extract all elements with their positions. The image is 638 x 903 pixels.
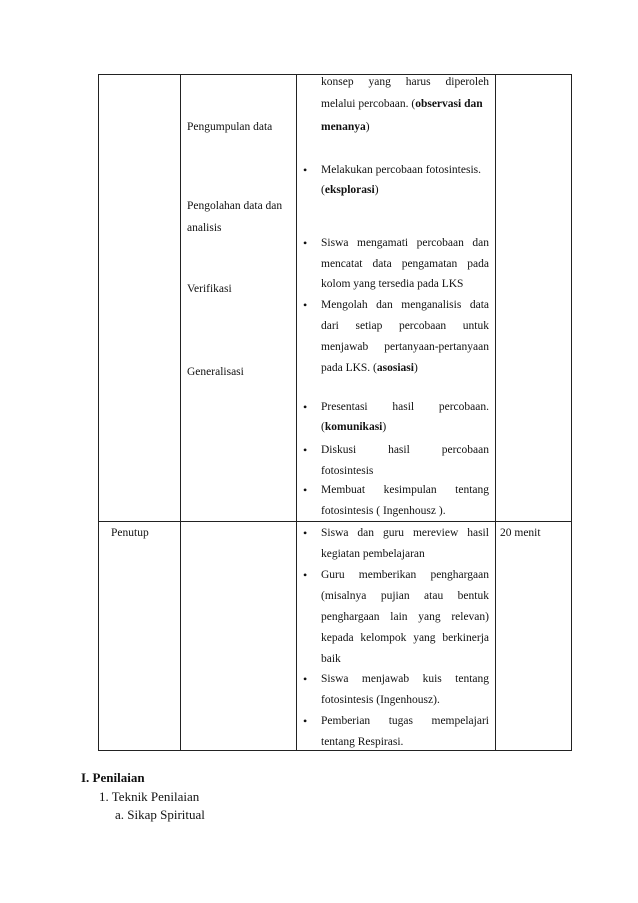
word: percobaan. <box>438 401 489 413</box>
bold-text: eksplorasi <box>324 184 375 196</box>
table-border-left <box>98 74 99 750</box>
word: kesimpulan <box>383 484 437 496</box>
bold-text: komunikasi <box>324 421 383 433</box>
word: Siswa <box>321 237 349 249</box>
word: hasil <box>392 401 415 413</box>
activity-b3-line3 <box>321 340 489 354</box>
word: pengamatan <box>401 258 458 270</box>
bullet-icon: • <box>303 236 308 250</box>
table-border-col3 <box>296 74 297 750</box>
word: Guru <box>321 569 345 581</box>
text: ) <box>365 121 370 133</box>
word: Membuat <box>321 484 366 496</box>
word: kuis <box>422 673 442 685</box>
stage-pengolahan-line1: Pengolahan data dan <box>187 200 283 212</box>
word: dan <box>376 299 393 311</box>
word: pujian <box>380 590 410 602</box>
activity-b1-line2 <box>321 183 379 197</box>
table-border-col4 <box>495 74 496 750</box>
closing-c3-line2: fotosintesis (Ingenhousz). <box>321 694 440 706</box>
bullet-icon: • <box>303 400 308 414</box>
word: harus <box>405 76 431 88</box>
stage-pengolahan-line2: analisis <box>187 222 222 234</box>
stage-pengumpulan: Pengumpulan data <box>187 121 273 133</box>
text: ) <box>413 362 418 374</box>
word: pada <box>467 258 489 270</box>
closing-c4-line2: tentang Respirasi. <box>321 736 404 748</box>
activity-b2-line3: kolom yang tersedia pada LKS <box>321 278 464 290</box>
activity-b2-line2 <box>321 257 489 271</box>
section-item-1a: a. Sikap Spiritual <box>115 807 205 822</box>
activity-b6-line2: fotosintesis ( Ingenhousz ). <box>321 505 446 517</box>
closing-c3-line1 <box>321 672 489 686</box>
word: hasil <box>467 527 489 539</box>
table-border-bottom <box>98 750 572 751</box>
bullet-icon: • <box>303 672 308 686</box>
word: Diskusi <box>321 444 357 456</box>
closing-c2-line3 <box>321 610 489 624</box>
word: diperoleh <box>445 76 489 88</box>
text: pada LKS. ( <box>321 362 377 374</box>
table-row-divider <box>98 521 571 522</box>
closing-time: 20 menit <box>500 527 541 539</box>
text: ) <box>374 184 379 196</box>
stage-generalisasi: Generalisasi <box>187 366 244 378</box>
word: percobaan <box>441 444 489 456</box>
word: Siswa <box>321 673 349 685</box>
bold-text: observasi dan <box>415 98 483 110</box>
word: menjawab <box>321 341 369 353</box>
word: data <box>469 299 489 311</box>
word: memberikan <box>358 569 417 581</box>
word: menganalisis <box>401 299 462 311</box>
bullet-icon: • <box>303 298 308 312</box>
word: Siswa <box>321 527 349 539</box>
word: data <box>372 258 392 270</box>
word: guru <box>382 527 405 539</box>
word: untuk <box>462 320 489 332</box>
word: menjawab <box>361 673 410 685</box>
word: konsep <box>321 76 354 88</box>
activity-b3-line1 <box>321 298 489 312</box>
word: Pemberian <box>321 715 371 727</box>
activity-continued-line2 <box>321 97 483 111</box>
word: bentuk <box>457 590 489 602</box>
activity-b1-line1: Melakukan percobaan fotosintesis. <box>321 164 481 176</box>
bullet-icon: • <box>303 443 308 457</box>
bullet-icon: • <box>303 568 308 582</box>
text: ( <box>321 421 325 433</box>
word: setiap <box>355 320 383 332</box>
word: tugas <box>388 715 413 727</box>
word: yang <box>368 76 391 88</box>
bullet-icon: • <box>303 526 308 540</box>
bold-text: asosiasi <box>376 362 414 374</box>
activity-continued-line1 <box>321 75 489 89</box>
bullet-icon: • <box>303 714 308 728</box>
word: percobaan <box>398 320 447 332</box>
closing-c2-line5: baik <box>321 653 341 665</box>
closing-c2-line4 <box>321 631 489 645</box>
closing-c1-line2: kegiatan pembelajaran <box>321 548 425 560</box>
word: hasil <box>388 444 410 456</box>
text: melalui percobaan. ( <box>321 98 416 110</box>
closing-c2-line1 <box>321 568 489 582</box>
closing-c2-line2 <box>321 589 489 603</box>
word: mengamati <box>357 237 409 249</box>
text: ( <box>321 184 325 196</box>
word: dan <box>472 237 489 249</box>
word: Presentasi <box>321 401 368 413</box>
word: mereview <box>412 527 459 539</box>
bullet-icon: • <box>303 163 308 177</box>
word: relevan) <box>451 611 489 623</box>
section-heading: I. Penilaian <box>81 770 145 785</box>
word: yang <box>418 611 441 623</box>
activity-b4-line1 <box>321 400 489 414</box>
text: ) <box>382 421 387 433</box>
table-border-right <box>571 74 572 750</box>
bullet-icon: • <box>303 483 308 497</box>
activity-b3-line4 <box>321 361 418 375</box>
word: penghargaan <box>321 611 380 623</box>
closing-c1-line1 <box>321 526 489 540</box>
activity-b6-line1 <box>321 483 489 497</box>
closing-c4-line1 <box>321 714 489 728</box>
word: kepada <box>321 632 354 644</box>
closing-label: Penutup <box>111 527 149 539</box>
activity-b3-line2 <box>321 319 489 333</box>
word: dari <box>321 320 339 332</box>
word: dan <box>357 527 375 539</box>
word: Mengolah <box>321 299 368 311</box>
activity-b4-line2 <box>321 420 386 434</box>
word: atau <box>424 590 444 602</box>
word: berkinerja <box>442 632 489 644</box>
section-item-1: 1. Teknik Penilaian <box>99 789 200 804</box>
word: mempelajari <box>431 715 489 727</box>
stage-verifikasi: Verifikasi <box>187 283 232 295</box>
word: pertanyaan-pertanyaan <box>384 341 489 353</box>
word: penghargaan <box>430 569 489 581</box>
word: kelompok <box>360 632 407 644</box>
word: (misalnya <box>321 590 367 602</box>
activity-b2-line1 <box>321 236 489 250</box>
bold-text: menanya <box>321 121 366 133</box>
word: lain <box>390 611 408 623</box>
activity-b5-line2: fotosintesis <box>321 465 374 477</box>
word: tentang <box>455 673 489 685</box>
word: yang <box>413 632 436 644</box>
word: tentang <box>455 484 489 496</box>
table-border-col2 <box>180 74 181 750</box>
activity-continued-line3 <box>321 120 370 134</box>
word: mencatat <box>321 258 363 270</box>
activity-b5-line1 <box>321 443 489 457</box>
word: percobaan <box>416 237 464 249</box>
